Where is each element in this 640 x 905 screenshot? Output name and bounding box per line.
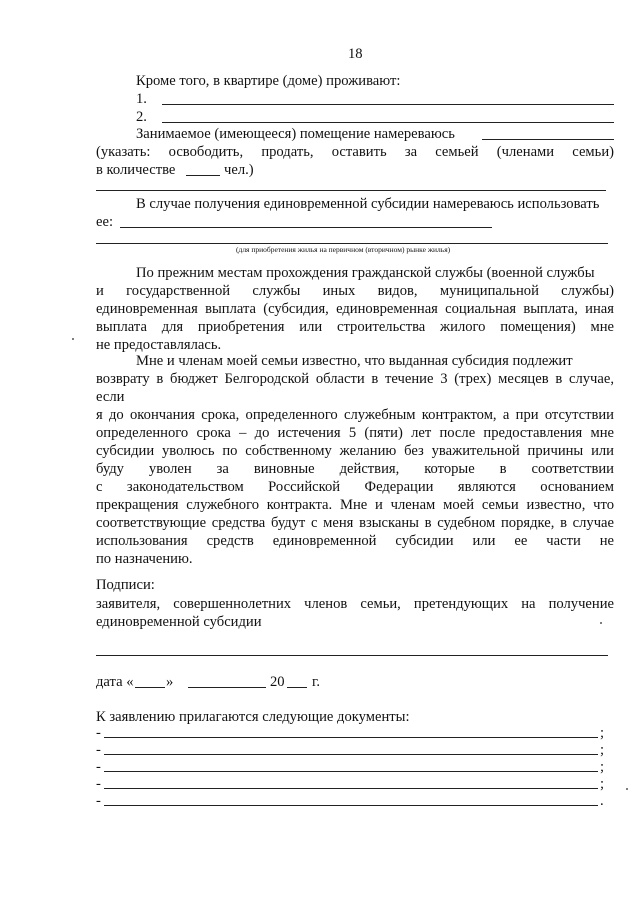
premises-options-text: (указать: освободить, продать, оставить за семьей (членами семьи) — [96, 144, 614, 160]
paragraph2-line: буду уволен за виновные действия, которые в соответствии — [96, 461, 614, 477]
paragraph2-line: по назначению. — [96, 551, 193, 567]
paragraph1-line: и государственной службы иных видов, муниципальной службы) — [96, 283, 614, 299]
subsidy-use-caption: (для приобретения жилья на первичном (вторичном) рынке жилья) — [236, 245, 451, 254]
date-quote-close: » — [166, 674, 174, 690]
resident-item-2-label: 2. — [136, 109, 147, 125]
paragraph2-line: если — [96, 389, 125, 405]
paragraph2-line: возврату в бюджет Белгородской области в течение 3 (трех) месяцев в случае, — [96, 371, 614, 387]
premises-extra-line[interactable] — [96, 190, 606, 191]
paragraph2-line: субсидии уволюсь по собственному желанию без уважительной причины или — [96, 443, 614, 459]
resident-item-1-line[interactable] — [162, 104, 614, 105]
attachment-dash: - — [96, 759, 101, 775]
attachment-dash: - — [96, 793, 101, 809]
scan-speck — [72, 338, 74, 340]
signature-line[interactable] — [96, 655, 608, 656]
premises-count-unit: чел.) — [224, 162, 254, 178]
signatures-heading: Подписи: — [96, 577, 155, 593]
subsidy-use-line-1[interactable] — [120, 227, 492, 228]
attachment-line[interactable] — [104, 788, 598, 789]
paragraph2-line: соответствующие средства будут с меня взысканы в судебном порядке, в случае — [96, 515, 614, 531]
attachment-end: ; — [600, 759, 605, 775]
attachment-end: . — [600, 793, 604, 809]
premises-intent-line[interactable] — [482, 139, 614, 140]
paragraph1-line: единовременная выплата (субсидия, единовременная социальная выплата, иная — [96, 301, 614, 317]
paragraph1-line: По прежним местам прохождения гражданской службы (военной службы — [136, 265, 595, 281]
date-year-suffix: г. — [312, 674, 320, 690]
resident-item-1-label: 1. — [136, 91, 147, 107]
date-month-line[interactable] — [188, 687, 266, 688]
signatures-text: единовременной субсидии — [96, 614, 262, 630]
paragraph1-line: не предоставлялась. — [96, 337, 222, 353]
subsidy-use-label: ее: — [96, 214, 114, 230]
attachment-line[interactable] — [104, 754, 598, 755]
attachment-end: ; — [600, 776, 605, 792]
attachment-line[interactable] — [104, 771, 598, 772]
date-label: дата « — [96, 674, 134, 690]
premises-intent-text: Занимаемое (имеющееся) помещение намереваюсь — [136, 126, 455, 142]
paragraph2-line: Мне и членам моей семьи известно, что выданная субсидия подлежит — [136, 353, 573, 369]
signatures-text: заявителя, совершеннолетних членов семьи, претендующих на получение — [96, 596, 614, 612]
subsidy-use-line-2[interactable] — [96, 243, 608, 244]
attachment-line[interactable] — [104, 737, 598, 738]
attachment-dash: - — [96, 725, 101, 741]
attachment-dash: - — [96, 776, 101, 792]
premises-count-label: в количестве — [96, 162, 176, 178]
paragraph2-line: использования средств единовременной субсидии или ее части не — [96, 533, 614, 549]
date-year-prefix: 20 — [270, 674, 285, 690]
paragraph2-line: с законодательством Российской Федерации являются основанием — [96, 479, 614, 495]
date-year-line[interactable] — [287, 687, 307, 688]
attachment-end: ; — [600, 725, 605, 741]
attachment-dash: - — [96, 742, 101, 758]
subsidy-use-text: В случае получения единовременной субсидии намереваюсь использовать — [136, 196, 600, 212]
paragraph2-line: прекращения служебного контракта. Мне и членам моей семьи известно, что — [96, 497, 614, 513]
paragraph1-line: выплата для приобретения или строительства жилого помещения) мне — [96, 319, 614, 335]
paragraph2-line: определенного срока – до истечения 5 (пяти) лет после предоставления мне — [96, 425, 614, 441]
scan-speck — [600, 622, 602, 624]
attachments-heading: К заявлению прилагаются следующие документы: — [96, 709, 410, 725]
date-day-line[interactable] — [135, 687, 165, 688]
premises-count-line[interactable] — [186, 175, 220, 176]
resident-item-2-line[interactable] — [162, 122, 614, 123]
page-number: 18 — [348, 46, 363, 62]
attachment-end: ; — [600, 742, 605, 758]
scan-speck — [626, 788, 628, 790]
attachment-line[interactable] — [104, 805, 598, 806]
residents-heading: Кроме того, в квартире (доме) проживают: — [136, 73, 401, 89]
paragraph2-line: я до окончания срока, определенного служебным контрактом, а при отсутствии — [96, 407, 614, 423]
